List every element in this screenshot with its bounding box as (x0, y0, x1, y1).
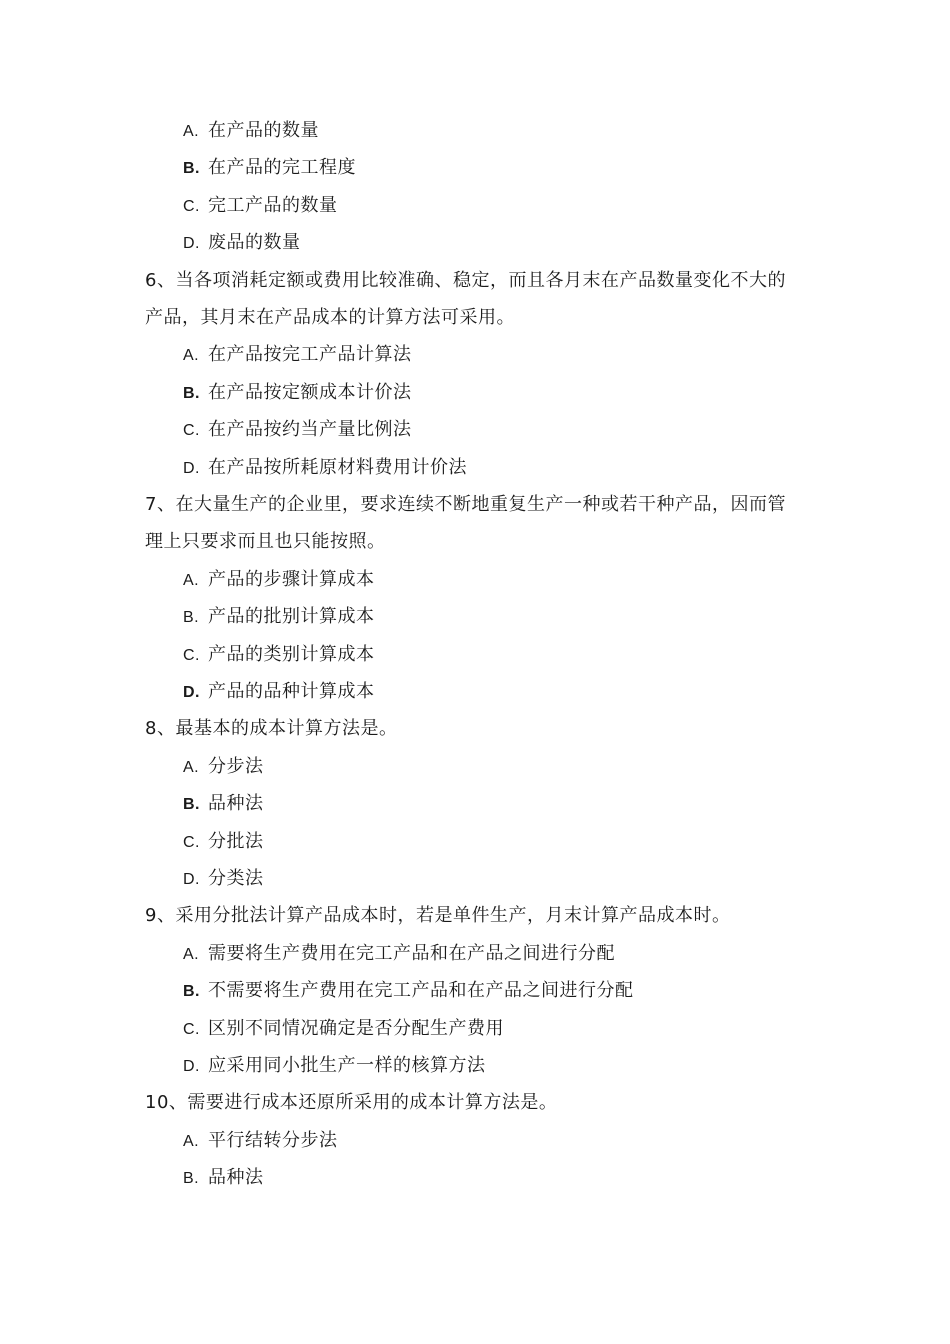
option-letter: A. (183, 1132, 200, 1150)
option-letter: B. (183, 609, 200, 627)
option-letter: B. (183, 1170, 200, 1188)
option-item (183, 381, 412, 406)
option-item (183, 605, 375, 630)
option-letter: C. (183, 646, 200, 664)
option-text: 在产品的数量 (208, 120, 319, 141)
option-item (183, 156, 356, 181)
option-letter: B. (183, 384, 200, 402)
option-text: 品种法 (208, 793, 264, 815)
option-letter: C. (183, 422, 200, 440)
question-text: 10、需要进行成本还原所采用的成本计算方法是。 (145, 1092, 558, 1114)
option-text: 在产品按约当产量比例法 (208, 419, 412, 441)
option-text: 平行结转分步法 (208, 1129, 338, 1151)
option-item (183, 456, 467, 481)
option-item (183, 755, 264, 780)
question-text: 9、采用分批法计算产品成本时，若是单件生产，月末计算产品成本时。 (145, 905, 731, 927)
option-item (183, 1166, 264, 1191)
option-text: 废品的数量 (208, 232, 301, 254)
option-letter: D. (183, 1058, 200, 1075)
option-item (183, 1054, 486, 1079)
option-item (183, 343, 412, 368)
option-text: 分类法 (208, 868, 264, 889)
option-letter: A. (183, 945, 200, 963)
option-text: 在产品按所耗原材料费用计价法 (208, 456, 467, 478)
option-text: 分步法 (208, 755, 264, 777)
option-item (183, 792, 264, 817)
option-text: 完工产品的数量 (208, 194, 338, 216)
option-text: 不需要将生产费用在完工产品和在产品之间进行分配 (208, 980, 634, 1002)
option-letter: A. (183, 571, 200, 589)
option-item (183, 680, 375, 705)
option-text: 在产品按定额成本计价法 (208, 381, 412, 403)
question-text: 7、在大量生产的企业里，要求连续不断地重复生产一种或若干种产品，因而管 (145, 494, 786, 515)
option-item (183, 643, 375, 668)
option-item (183, 867, 264, 892)
option-letter: D. (183, 459, 200, 477)
option-text: 在产品的完工程度 (208, 157, 356, 179)
option-item (183, 119, 319, 144)
question-text: 产品，其月末在产品成本的计算方法可采用。 (145, 307, 515, 328)
option-text: 在产品按完工产品计算法 (208, 344, 412, 366)
option-text: 需要将生产费用在完工产品和在产品之间进行分配 (208, 942, 615, 964)
option-item (183, 1129, 338, 1154)
option-letter: C. (183, 833, 200, 851)
option-letter: A. (183, 758, 200, 776)
question-text: 理上只要求而且也只能按照。 (145, 531, 386, 553)
option-item (183, 194, 338, 219)
option-item (183, 830, 264, 855)
option-letter: D. (183, 684, 200, 701)
option-item (183, 942, 615, 967)
option-letter: A. (183, 123, 200, 140)
option-letter: D. (183, 235, 200, 253)
option-item (183, 418, 412, 443)
question-text: 6、当各项消耗定额或费用比较准确、稳定，而且各月末在产品数量变化不大的 (145, 269, 786, 291)
option-text: 产品的批别计算成本 (208, 606, 375, 628)
option-text: 应采用同小批生产一样的核算方法 (208, 1055, 486, 1076)
option-text: 区别不同情况确定是否分配生产费用 (208, 1017, 504, 1039)
option-text: 产品的步骤计算成本 (208, 568, 375, 590)
option-item (183, 231, 301, 256)
option-item (183, 1017, 504, 1042)
option-text: 产品的品种计算成本 (208, 681, 375, 702)
option-letter: A. (183, 347, 200, 365)
option-text: 产品的类别计算成本 (208, 643, 375, 665)
option-letter: D. (183, 871, 200, 888)
option-letter: B. (183, 796, 200, 814)
question-text: 8、最基本的成本计算方法是。 (145, 718, 398, 740)
option-item (183, 979, 634, 1004)
option-letter: B. (183, 983, 200, 1001)
option-text: 分批法 (208, 830, 264, 852)
option-letter: B. (183, 160, 200, 178)
option-letter: C. (183, 1020, 200, 1038)
option-letter: C. (183, 197, 200, 215)
option-item (183, 568, 375, 593)
option-text: 品种法 (208, 1167, 264, 1189)
